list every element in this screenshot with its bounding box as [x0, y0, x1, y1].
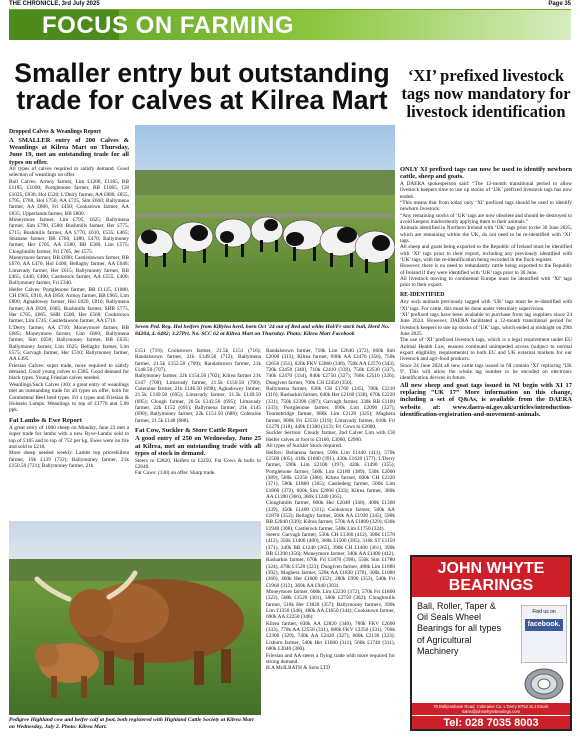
top-photo-caption: Seven Ped. Reg. Hol heifers from Killylea herd, born Oct '24 out of Red and white Hol/Fr stock bull, Herd No. 84204, 4. 6482; 3.27Pri. No. SCC 62 at Kilrea Mart on Thursday. Photo: Kilrea Mart Facebook: [135, 324, 390, 337]
paragraph: Animals identified in Northern Ireland with ‘UK’ tags prior to the 30 June 2025, which are remaining within the UK, do not need to be re-identified with ‘XI’ tags.: [400, 225, 572, 244]
sidebar-headline: ‘XI’ prefixed livestock tags now mandatory for livestock identification: [401, 66, 571, 121]
advert-telephone[interactable]: Tel: 028 7035 8003: [412, 715, 570, 729]
facebook-icon: facebook.: [525, 619, 563, 631]
paragraph: £151 (719); Cookstown farmer, 21.5k £151 (716); Randalstown farmer, 21k £149.50 (712); Ballymena farmer, 21.5k £152.50 (709); Randalstown farmer, 21k £148.50 (707).: [135, 348, 261, 374]
holstein-heifers-photo: [135, 125, 395, 322]
paragraph: Moneymore farmer, Lim £795, £625; Ballymena farmer, Sim £790, £580; Bushmills farmer, Her £775, £715; Bushmills farmer, AA £770, £610, £535, £465; Strabane farmer, BB £760, £480, £470; Ballymoney farmer, Her £705, AA £580, BB £580, Lim £575; Cloughmills farmer, Fri £705, Jer £575.: [9, 216, 129, 255]
story-column-1: [9, 126, 129, 519]
advert-company-name: JOHN WHYTE BEARINGS: [412, 557, 570, 597]
advert-body-text: Ball, Roller, Taper & Oil Seals Wheel Bearings for all types of Agricultural Machinery: [417, 601, 502, 656]
story-column-2: [135, 348, 261, 519]
paragraph: Heifers: Bellarena farmer, 590k Lim £1440 (411), 570k £1500 (405), 410k £1600 (391), 430k £1620 (377); L'Derry farmer, 590k Lim £2100 (397), 420k £1490 (355); Portglenone farmer, 560k Lim £2180 (389), 530k £2060 (389), 580k £2250 (388); Kilrea farmer, 600k CH £2320 (371), 580k £1880 (365); Castlederg farmer, 500k Lim £1860 (372), 600k Sim £2000 (333); Kilrea farmer, 380k AA £1390 (366), 380k £1240 (365).: [266, 449, 395, 500]
lead-paragraph: A good entry of 250 on Wednesday, June 25 at Kilrea, met an outstanding trade with all types of stock in demand.: [135, 435, 261, 458]
paragraph: Kilrea farmer, 830k AA £2820 (340), 780k FKV £2600 (333), 770k AA £2550 (331), 680k FKV £2250 (331), 700k £2300 (329), 740k AA £2420 (327), 660k £2130 (323); Lisburn farmer, 540k Her £1680 (311), 560k £1740 (311), 680k £2040 (300).: [266, 620, 395, 653]
publication-date: THE CHRONICLE, 3rd July 2025: [9, 1, 100, 7]
paragraph: Ballymena farmer, 630k CH £1760 (345), 700k £2210 (316); Rasharkin farmer, 640k Her £2160 (338), 670k £2220 (331), 750k £2390 (307); Garvagh farmer, 330k BB £1100 (333); Portglenone farmer, 690k Lim £2090 (327); Toomebridge farmer, 680k Lim £2120 (325); Maghera farmer, 800k Fri £2550 (319); Limavady farmer, 810k Fri £1270 (318), 440k £1380 (313); Fri Cows to £2000.: [266, 386, 395, 431]
paragraph: A DAERA spokesperson said: “The 12-month transitional period to allow livestock keepers time to use up stocks of ‘UK’ prefixed livestock tags has now ended.: [400, 180, 572, 200]
paragraph: Bull Calves: Armoy farmer, Lim £1200, £1185, BB £1185, £1090; Portglenone farmer, BB £1065, CH £1025, £830; Hol £520; L'Derry farmer, AA £880, £855, £795, £760, Hol £750, AA £725, Sim £600; Ballymena farmer, AA £860, Fri £450; Cookstown farmer, AA £835; Upperlands farmer, BB £800.: [9, 178, 129, 217]
subheading: RE-IDENTIFIED: [400, 291, 445, 298]
paragraph: More sheep needed weekly. Lambs top pricesKilrea farmer, 19k £139 (732); Ballymoney farmer, 21k £150.50 (721); Ballymoney farmer, 21k: [9, 450, 129, 469]
paragraph: ‘XI’ prefixed tags have been available to purchase from tag suppliers since 24 June 2024. However, DAERA facilitated a 12-month transitional period for livestock keepers to use up stocks of ‘UK’ tags, which ended at midnight on 29th June 2025.: [400, 311, 572, 337]
paragraph: Friesian and AA steers a flying trade with more required for strong demand.: [266, 652, 395, 665]
subheading: Fat Lambs & Ewe Report: [9, 416, 82, 424]
page-header: [9, 1, 571, 10]
paragraph: Since 24 June 2024 all new cattle tags issued in NI contain ‘XI’ replacing ‘UK 9’. This will allow the whole tag number to be encoded on electronic identification devices in future.: [400, 362, 572, 382]
paragraph: Weanlings/Suck Calves (30): a great entry of weanlings met an outstanding trade for all types on offer, both for Continental Beef bred types. Fri x types and Friesian & Holstein Lumps. Weanlings to top of £1770 and 5.06 ppk.: [9, 381, 129, 414]
paragraph: Steers to £2820, Heifers to £2250, Fat Cows & bulls to £2840.: [135, 457, 261, 470]
subheading: Fat Cow, Suckler & Store Cattle Report: [135, 427, 248, 435]
paragraph: Any such animals previously tagged with ‘UK’ tags must be re-identified with ‘XI’ tags. For cattle, this must be done under veterinary supervision.: [400, 299, 572, 312]
section-title: FOCUS ON FARMING: [42, 12, 294, 39]
paragraph: Cloughmills farmer, 600k Her £2040 (340), 400k £1360 (339), 450k £1400 (311); Cookstown farmer, 560k AA £1870 (352); Bellaghy farmer, 560k AA £1930 (345), 590k BB £2040 (339); Kilrea farmer, 570k AA £1880 (329); 630k £1940 (308); Castlerock farmer, 540k Lim £1750 (324).: [266, 500, 395, 532]
paragraph: Randalstown farmer, 710k Lim £2640 (372), 660k Sim £2000 (313); Kilrea farmer, 690k AA £2470 (358), 750k £2650 (351), 820k FKV £2860 (348), 750k AA £2570 (343), 720k £2450 (340), 710k £2410 (339), 750k £2530 (337), 740k £2470 (334), 840k £2750 (327); 760k £2510 (326); Dungiven farmer, 700k CH £2450 (350).: [266, 348, 395, 386]
paragraph: “Any remaining stocks of ‘UK’ tags are now obsolete and should be destroyed to avoid keepers inadvertently applying them to their animals.”: [400, 212, 572, 225]
bearing-icon: [522, 667, 566, 701]
paragraph: Rasharkin farmer, 670k Fri £1870 (398), 550k Sim £1780 (324), 470k £1520 (323); Dungiven farmer, 480k Lim £1880 (392); Maghera farmer, 520k AA £1830 (370), 300k £1080 (360), 460k Her £1600 (352), 280k £990 (353), 540k Fri £1960 (312), 360k AA £940 (303).: [266, 557, 395, 589]
lead-paragraph: All new sheep and goat tags issued in NI begin with XI 17 replacing “UK 17” More information on this change, including a set of Q&As, is available from the DAERA website at: www.daera-ni.gov.uk/articles/introduction-identification-registration-and-movement-animals.: [400, 381, 572, 419]
paragraph: H.A McILRATH & Sons LTD: [266, 665, 331, 672]
lead-paragraph: ONLY XI prefixed tags can now be used to identify newborn cattle, sheep and goats.: [400, 166, 572, 181]
advert-address: 78 Ballyrashane Road, Coleraine Co. L'Derry BT52 2LJ Email: sales@johnwhytebearings.com: [412, 703, 570, 715]
paragraph: L'Derry farmer, AA £710; Moneymore farmer, BB £685; Moneymore farmer, Lim £660; Ballymena farmer, Sim £650; Ballymoney farmer, BB £635; Ballymoney farmer, Lim £625; Bellaghy farmer, Lim £575; Garvagh farmer, Her £510; Ballymoney farmer, AA £495.: [9, 324, 129, 363]
lead-paragraph: A SMALLER entry of 200 Calves & Weanlings at Kilrea Mart on Thursday, June 19, met an outstanding trade for all types on offer.: [9, 136, 129, 166]
section-banner: [9, 10, 571, 40]
paragraph: All types of Suckler Stock required.: [266, 443, 343, 450]
john-whyte-bearings-advert[interactable]: [410, 555, 572, 731]
paragraph: Fat Cows: (130) on offer. Sharp trade.: [135, 470, 216, 477]
main-headline: Smaller entry but outstanding trade for calves at Kilrea Mart: [14, 58, 390, 115]
paragraph: Steers: Garvagh farmer, 530k CH £1360 (412), 380k £1570 (412), 350k £1400 (400), 380k £1500 (395), 310k ST £1150 (371), 340k BB £1240 (365), 390k CH £1400 (361), 390k BB £1390 (356); Moneymore farmer, 340k AA £1400 (412).: [266, 531, 395, 557]
paragraph: However, there is no need to redundantly cattle being exported to the Republic of Ireland if they were identified with ‘UK’ tags prior to 30 June.: [400, 263, 572, 276]
paragraph: Moneymore farmer, BB £690; Castledawson farmer, BB £670, AA £470, Hol £400; Bellaghy farmer, AA £640; Limavady farmer, Her £615; Ballymoney farmer, BB £465, £440, £400; Castlerock farmer, AA £555, £400; Ballymoney farmer, Fri £340.: [9, 254, 129, 287]
facebook-find-label: Find us on: [532, 609, 556, 615]
paragraph: Heifer Calves: Portglenone farmer, BB £1125, £1080, CH £965, £910, AA £850; Armoy farmer, BB £965, Lim £800; Aghadowey farmer, Hol £820, £810; Ballymena farmer, AA £820, £685; Bushmills farmer, SHB £775, Her £705, £665, SHB £500, Her £560; Cookstown farmer, Lim £745; Castledawson farmer, AA £710.: [9, 286, 129, 325]
paragraph: The use of ‘XI’ prefixed livestock tags, which is a legal requirement under EU Animal Health Law, ensures continued unimpeded access (subject to normal export eligibility requirements) to both EU and UK external markets for our livestock and agri-food products.: [400, 337, 572, 363]
subheading: Dropped Calves & Weanlings Report: [9, 129, 101, 135]
page-number: Page 35: [548, 1, 571, 7]
paragraph: All sheep and goats being exported to the Republic of Ireland must be identified with ‘XI’ tags prior to their export, including any previously identified with ‘UK’ tags, with the re-identification being recorded in the flock register.: [400, 244, 572, 263]
story-column-3: [266, 348, 395, 730]
bottom-photo-caption: Pedigree Highland cow and heifer calf at foot, both registered with Highland Cattle Society at Kilrea Mart on Wednesday, July 2. Photo: Kilrea Mart.: [9, 717, 254, 730]
paragraph: A great entry of 1000 sheep on Monday, June 23 met a super trade for lambs with a new Ryve-Lambs sold to top of £165 and to top of 752 per kg. Ewes were on fire and sold to £218.: [9, 424, 129, 450]
sidebar-body: [400, 166, 572, 550]
paragraph: All livestock moving to continental Europe must be identified with ‘XI’ tags prior to their export.: [400, 275, 572, 289]
paragraph: All types of calves required to satisfy demand. Good selection of weanlings on offer.: [9, 166, 129, 179]
highland-cow-photo: [9, 521, 261, 715]
paragraph: Friesian Calves: super trade, more required to satisfy demand. Good young calves to £385. Good demand for black types. Young Friesian calves needed.: [9, 362, 129, 382]
paragraph: Moneymore farmer, 600k Lim £2230 (372), 570k Fri £1800 (323), 500k £1520 (301), 580k £2750 (302); Cloughmills farmer, 510k Her £1820 (357); Ballymoney farmers, 390k Lim £1350 (346), 480k AA £1650 (344); Cookstown farmer, 690k AA £2250 (346).: [266, 589, 395, 621]
facebook-badge[interactable]: [521, 605, 567, 663]
paragraph: “This means that from today only ‘XI’ prefixed tags should be used to identify newborn livestock.: [400, 199, 572, 213]
paragraph: Ballymoney farmer, 22k £154.50 (702); Kilrea farmer 21k £147 (700); Limavady farmer, 21.5k £150.50 (700); Coleraine farmer, 21k £146.50 (698); Aghadowey farmer, 21.5k £149.50 (695); Limavady farmer, 21.5k £149.50 (695); Clough farmer, 20.5k £142.50 (695); Limavady farmer, 22k £152 (691); Ballymena farmer, 21k £145 (690); Ballymoney farmer, 22k £151.50 (688); Coleraine farmer, 21.5k £148 (688).: [135, 373, 261, 424]
paragraph: Suckler Section: Cloudy farmer, 2nd Calver Lim with CH Heifer calves at foot to £3100, £3000, £2900.: [266, 430, 395, 443]
